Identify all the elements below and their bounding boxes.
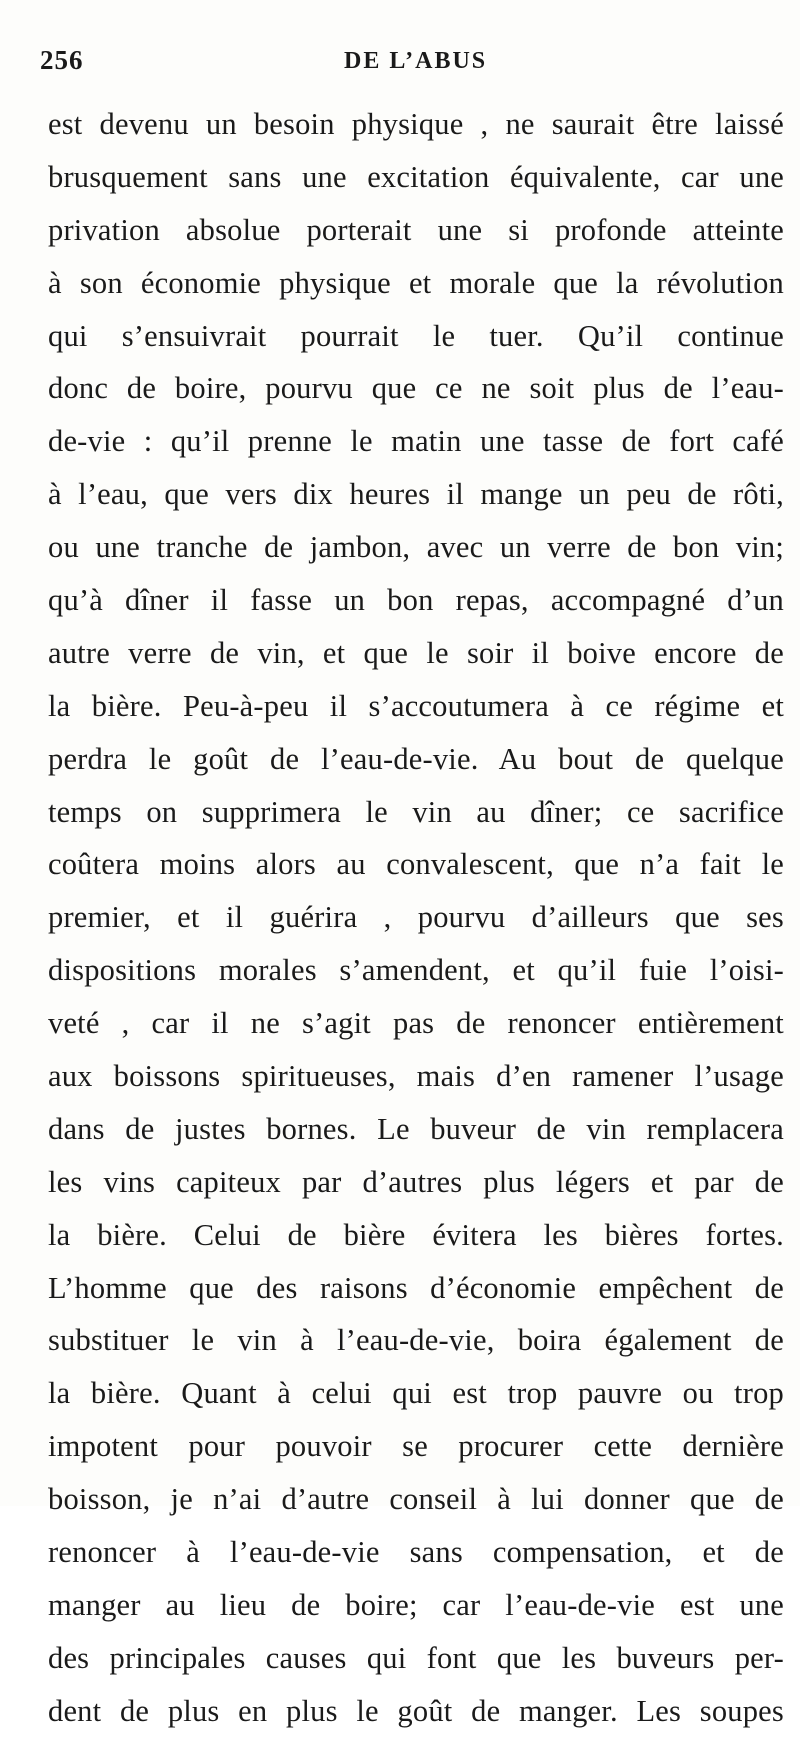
text-line: temps on supprimera le vin au dîner; ce sacrifice — [48, 794, 784, 829]
body-text — [48, 98, 784, 1738]
text-line: donc de boire, pourvu que ce ne soit plus de l’eau- — [48, 371, 784, 406]
text-line: L’homme que des raisons d’économie empêchent de — [48, 1270, 784, 1305]
text-line: qui s’ensuivrait pourrait le tuer. Qu’il continue — [48, 318, 784, 353]
text-line: qu’à dîner il fasse un bon repas, accompagné d’un — [48, 583, 784, 618]
text-line: brusquement sans une excitation équivalente, car une — [48, 159, 784, 194]
text-line: la bière. Celui de bière évitera les bières fortes. — [48, 1217, 784, 1252]
running-title: DE L’ABUS — [344, 48, 488, 74]
text-line: est devenu un besoin physique , ne saurait être laissé — [48, 107, 784, 141]
text-line: de-vie : qu’il prenne le matin une tasse de fort café — [48, 424, 784, 459]
text-line: veté , car il ne s’agit pas de renoncer entièrement — [48, 1006, 784, 1041]
text-line: perdra le goût de l’eau-de-vie. Au bout de quelque — [48, 741, 784, 776]
text-line: à son économie physique et morale que la révolution — [48, 265, 784, 300]
text-line: ou une tranche de jambon, avec un verre de bon vin; — [48, 530, 784, 565]
text-line: dans de justes bornes. Le buveur de vin remplacera — [48, 1111, 784, 1146]
text-line: dispositions morales s’amendent, et qu’il fuie l’oisi- — [48, 953, 784, 988]
text-line: impotent pour pouvoir se procurer cette dernière — [48, 1429, 784, 1464]
text-line: coûtera moins alors au convalescent, que n’a fait le — [48, 847, 784, 882]
text-line: renoncer à l’eau-de-vie sans compensation, et de — [48, 1535, 784, 1570]
text-line: des principales causes qui font que les buveurs per- — [48, 1640, 784, 1675]
text-line: premier, et il guérira , pourvu d’ailleurs que ses — [48, 900, 784, 935]
text-line: manger au lieu de boire; car l’eau-de-vie est une — [48, 1587, 784, 1622]
text-line: à l’eau, que vers dix heures il mange un peu de rôti, — [48, 477, 784, 512]
text-line: autre verre de vin, et que le soir il boive encore de — [48, 635, 784, 670]
text-line: la bière. Quant à celui qui est trop pauvre ou trop — [48, 1376, 784, 1411]
text-line: substituer le vin à l’eau-de-vie, boira également de — [48, 1323, 784, 1358]
page-header — [40, 42, 780, 82]
page-number: 256 — [40, 45, 84, 75]
text-line: la bière. Peu-à-peu il s’accoutumera à ce régime et — [48, 688, 784, 723]
text-line: dent de plus en plus le goût de manger. Les soupes — [48, 1693, 784, 1728]
text-line: les vins capiteux par d’autres plus légers et par de — [48, 1164, 784, 1199]
text-line: aux boissons spiritueuses, mais d’en ramener l’usage — [48, 1059, 784, 1094]
text-line: boisson, je n’ai d’autre conseil à lui donner que de — [48, 1482, 784, 1517]
text-line: privation absolue porterait une si profonde atteinte — [48, 212, 784, 247]
